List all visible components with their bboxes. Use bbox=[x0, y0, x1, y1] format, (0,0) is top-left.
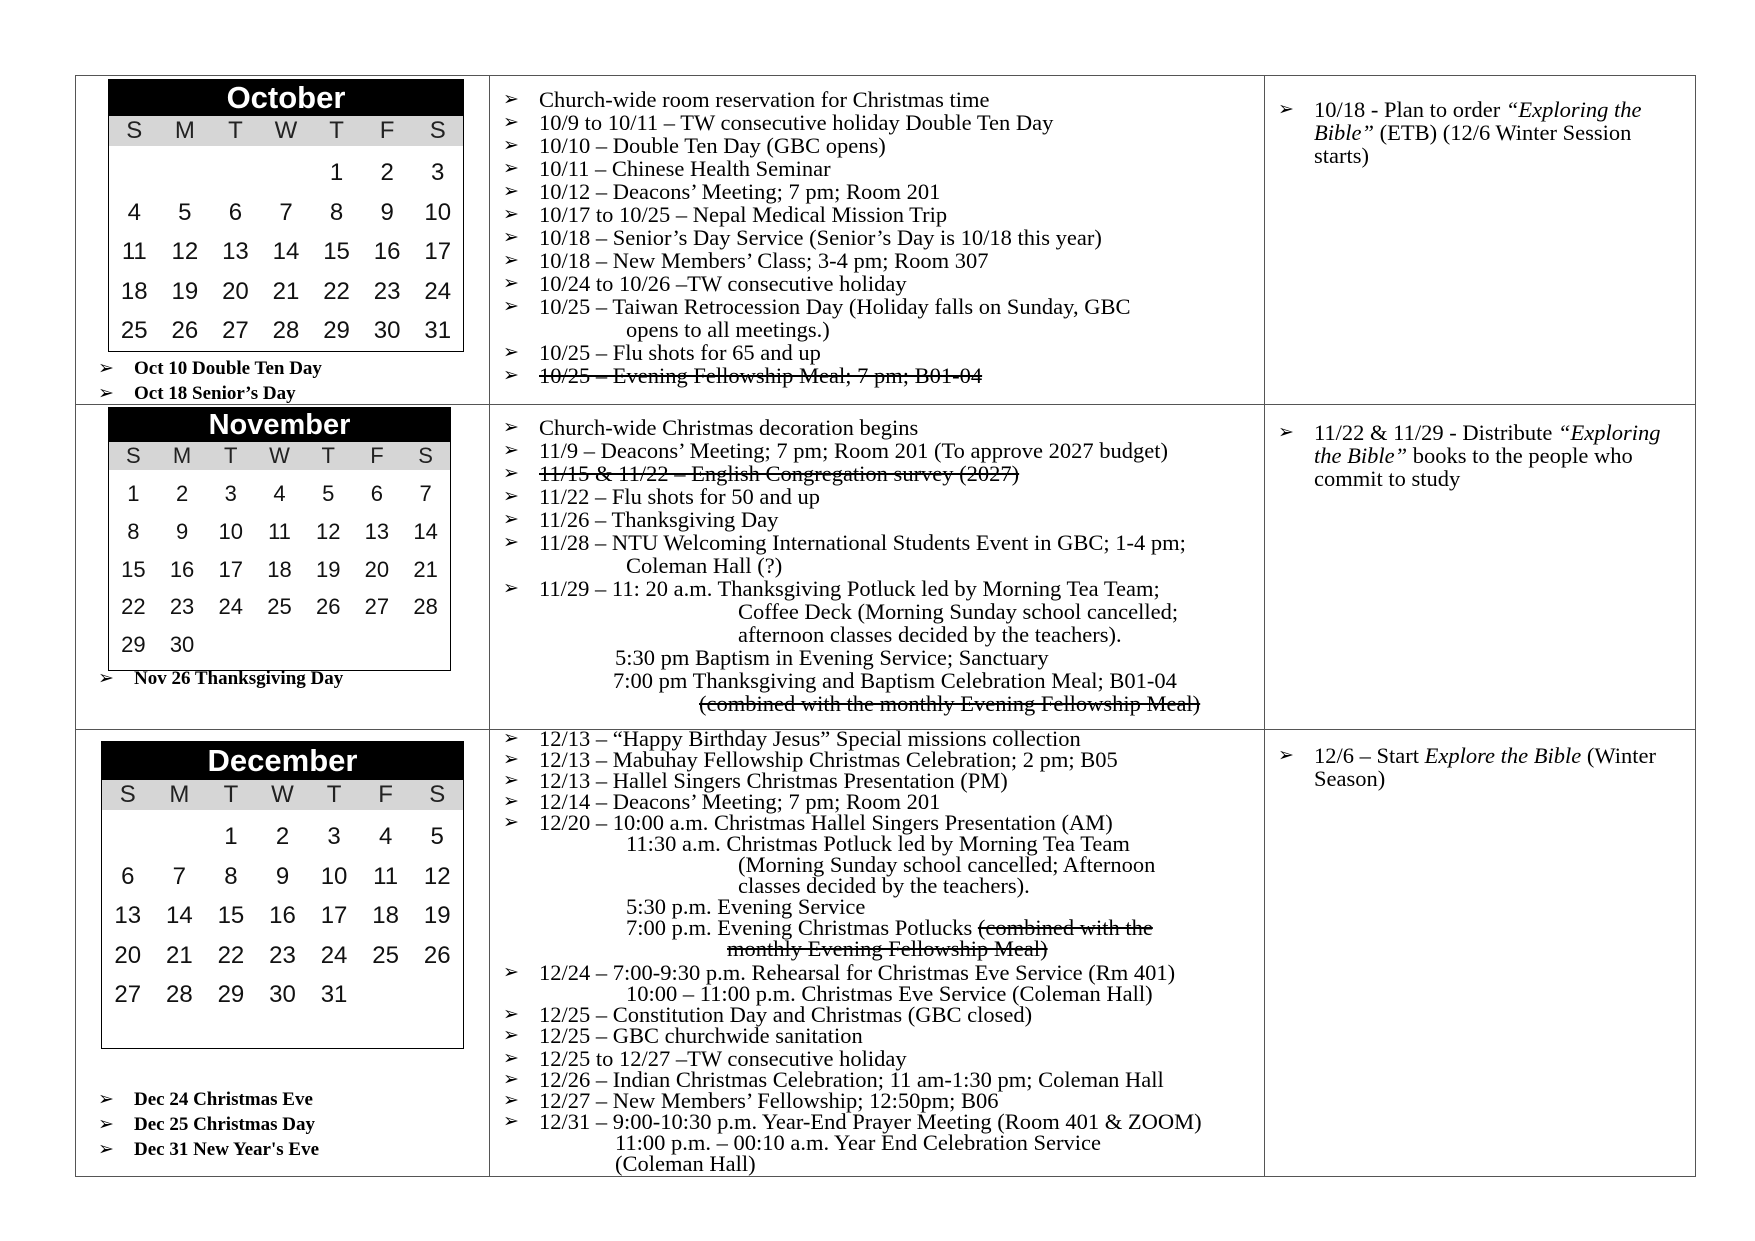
arrow-bullet-icon: ➢ bbox=[503, 1047, 519, 1069]
arrow-bullet-icon: ➢ bbox=[503, 203, 519, 225]
weekday-label: T bbox=[224, 443, 238, 468]
holiday-item: ➢ Dec 24 Christmas Eve bbox=[98, 1088, 313, 1110]
calendar-day: 28 bbox=[272, 317, 300, 344]
holiday-item: ➢ Oct 18 Senior’s Day bbox=[98, 382, 296, 404]
arrow-bullet-icon: ➢ bbox=[503, 134, 519, 156]
event-continuation: 5:30 p.m. Evening Service bbox=[626, 894, 866, 919]
arrow-bullet-icon: ➢ bbox=[503, 727, 519, 749]
arrow-bullet-icon: ➢ bbox=[1278, 98, 1294, 120]
calendar-day: 24 bbox=[320, 941, 348, 969]
arrow-bullet-icon: ➢ bbox=[503, 88, 519, 110]
calendar-day: 15 bbox=[121, 556, 146, 582]
event-item: ➢ 10/17 to 10/25 – Nepal Medical Mission Trip bbox=[503, 202, 948, 227]
november-calendar bbox=[108, 407, 451, 671]
calendar-day: 1 bbox=[127, 481, 140, 506]
event-item: ➢ 12/26 – Indian Christmas Celebration; 11 am-1:30 pm; Coleman Hall bbox=[503, 1067, 1164, 1092]
event-continuation-cancelled: (combined with the monthly Evening Fellowship Meal) bbox=[699, 691, 1201, 716]
event-continuation: (Morning Sunday school cancelled; Afternoon bbox=[738, 852, 1156, 877]
arrow-bullet-icon: ➢ bbox=[503, 1003, 519, 1025]
event-item: ➢ 12/31 – 9:00-10:30 p.m. Year-End Prayer Meeting (Room 401 & ZOOM) bbox=[503, 1109, 1202, 1134]
calendar-day: 7 bbox=[172, 862, 187, 890]
arrow-bullet-icon: ➢ bbox=[503, 769, 519, 791]
calendar-day: 5 bbox=[178, 198, 192, 226]
event-item: ➢ 12/13 – “Happy Birthday Jesus” Special missions collection bbox=[503, 726, 1081, 751]
column-divider bbox=[489, 76, 490, 1176]
holiday-item: ➢ Nov 26 Thanksgiving Day bbox=[98, 667, 344, 689]
calendar-day: 5 bbox=[430, 823, 444, 850]
calendar-weekday-header bbox=[109, 116, 463, 146]
event-continuation: Coleman Hall (?) bbox=[626, 553, 783, 578]
weekday-label: W bbox=[269, 443, 290, 468]
calendar-day-empty bbox=[154, 817, 206, 857]
weekday-label: S bbox=[126, 443, 141, 468]
weekday-label: F bbox=[379, 117, 395, 144]
event-item: ➢ 12/25 – Constitution Day and Christmas (GBC closed) bbox=[503, 1002, 1033, 1027]
calendar-day: 31 bbox=[320, 981, 348, 1008]
calendar-day: 27 bbox=[114, 981, 142, 1008]
event-item: ➢ 10/18 – Senior’s Day Service (Senior’s Day is 10/18 this year) bbox=[503, 225, 1102, 250]
calendar-day: 23 bbox=[169, 594, 195, 620]
event-item: ➢ 11/28 – NTU Welcoming International Students Event in GBC; 1-4 pm; bbox=[503, 530, 1186, 555]
calendar-day-empty bbox=[261, 153, 312, 193]
event-item: ➢ Church-wide room reservation for Christmas time bbox=[503, 87, 990, 112]
event-continuation: 7:00 p.m. Evening Christmas Potlucks (combined with the bbox=[626, 915, 1153, 940]
event-item: ➢ 12/25 – GBC churchwide sanitation bbox=[503, 1023, 863, 1048]
calendar-day-empty bbox=[102, 817, 154, 857]
weekday-label: M bbox=[169, 781, 190, 808]
calendar-day: 23 bbox=[269, 941, 296, 969]
calendar-day: 8 bbox=[127, 518, 140, 544]
december-calendar bbox=[101, 741, 464, 1049]
calendar-day: 19 bbox=[171, 277, 199, 305]
arrow-bullet-icon: ➢ bbox=[503, 111, 519, 133]
calendar-day-empty bbox=[160, 153, 211, 193]
calendar-day: 21 bbox=[413, 556, 438, 582]
arrow-bullet-icon: ➢ bbox=[503, 180, 519, 202]
november-notes bbox=[1278, 421, 1673, 490]
calendar-day: 29 bbox=[121, 632, 146, 658]
october-calendar bbox=[108, 79, 464, 352]
calendar-day: 1 bbox=[224, 823, 238, 850]
calendar-day: 24 bbox=[218, 594, 244, 620]
holiday-item: ➢ Dec 31 New Year's Eve bbox=[98, 1138, 320, 1160]
weekday-label: T bbox=[228, 117, 243, 144]
calendar-weekday-header bbox=[102, 780, 463, 810]
calendar-day: 6 bbox=[228, 198, 243, 226]
arrow-bullet-icon: ➢ bbox=[503, 485, 519, 507]
calendar-day: 25 bbox=[267, 594, 292, 620]
calendar-day: 8 bbox=[224, 862, 238, 890]
calendar-day: 20 bbox=[114, 941, 142, 969]
calendar-day: 12 bbox=[423, 862, 451, 890]
calendar-day: 8 bbox=[329, 198, 344, 226]
calendar-day: 18 bbox=[372, 902, 399, 929]
calendar-day: 5 bbox=[322, 481, 335, 506]
calendar-day: 9 bbox=[175, 518, 189, 544]
calendar-day: 20 bbox=[222, 277, 249, 305]
arrow-bullet-icon: ➢ bbox=[503, 1110, 519, 1132]
arrow-bullet-icon: ➢ bbox=[503, 439, 519, 461]
arrow-bullet-icon: ➢ bbox=[503, 341, 519, 363]
arrow-bullet-icon: ➢ bbox=[503, 272, 519, 294]
weekday-label: T bbox=[223, 781, 239, 808]
weekday-label: T bbox=[329, 117, 344, 144]
calendar-day: 26 bbox=[171, 317, 199, 344]
calendar-month-title: November bbox=[109, 408, 450, 442]
calendar-day: 25 bbox=[120, 317, 148, 344]
december-notes bbox=[1278, 744, 1673, 790]
calendar-day: 16 bbox=[373, 238, 401, 265]
event-item-cancelled: ➢ 10/25 – Evening Fellowship Meal; 7 pm; B01-04 bbox=[503, 363, 983, 388]
calendar-day: 12 bbox=[171, 238, 199, 265]
calendar-day: 27 bbox=[364, 594, 390, 620]
arrow-bullet-icon: ➢ bbox=[503, 249, 519, 271]
arrow-bullet-icon: ➢ bbox=[98, 357, 114, 379]
event-item: ➢ 10/25 – Flu shots for 65 and up bbox=[503, 340, 821, 365]
weekday-label: S bbox=[126, 117, 143, 144]
arrow-bullet-icon: ➢ bbox=[503, 961, 519, 983]
calendar-day: 17 bbox=[320, 902, 348, 929]
note-item: ➢ 10/18 - Plan to order “Exploring the Bible” (ETB) (12/6 Winter Session starts) bbox=[1278, 97, 1642, 168]
calendar-day: 4 bbox=[378, 823, 393, 850]
calendar-day: 29 bbox=[323, 317, 350, 344]
event-continuation: 5:30 pm Baptism in Evening Service; Sanctuary bbox=[615, 645, 1049, 670]
october-notes bbox=[1278, 98, 1673, 167]
calendar-day: 2 bbox=[175, 481, 189, 506]
event-continuation: 10:00 – 11:00 p.m. Christmas Eve Service (Coleman Hall) bbox=[626, 981, 1153, 1006]
arrow-bullet-icon: ➢ bbox=[503, 577, 519, 599]
event-item: ➢ 12/20 – 10:00 a.m. Christmas Hallel Singers Presentation (AM) bbox=[503, 810, 1113, 835]
note-item: ➢ 12/6 – Start Explore the Bible (Winter Season) bbox=[1278, 743, 1656, 791]
calendar-day: 27 bbox=[222, 317, 249, 344]
calendar-day: 21 bbox=[166, 941, 193, 969]
calendar-day: 25 bbox=[372, 941, 399, 969]
event-continuation: afternoon classes decided by the teachers). bbox=[738, 622, 1122, 647]
weekday-label: T bbox=[326, 781, 342, 808]
calendar-day: 31 bbox=[424, 317, 452, 344]
arrow-bullet-icon: ➢ bbox=[503, 462, 519, 484]
event-continuation: classes decided by the teachers). bbox=[738, 873, 1030, 898]
arrow-bullet-icon: ➢ bbox=[503, 416, 519, 438]
calendar-day: 22 bbox=[121, 594, 146, 620]
october-holidays bbox=[98, 356, 322, 406]
calendar-day: 10 bbox=[218, 518, 244, 544]
event-item: ➢ 11/9 – Deacons’ Meeting; 7 pm; Room 201 (To approve 2027 budget) bbox=[503, 438, 1168, 463]
holiday-item: ➢ Dec 25 Christmas Day bbox=[98, 1113, 316, 1135]
calendar-day: 12 bbox=[315, 518, 341, 544]
event-continuation: Coffee Deck (Morning Sunday school cancelled; bbox=[738, 599, 1179, 624]
calendar-day: 22 bbox=[217, 941, 245, 969]
calendar-day: 14 bbox=[166, 902, 193, 929]
calendar-day: 11 bbox=[373, 862, 399, 890]
arrow-bullet-icon: ➢ bbox=[98, 667, 114, 689]
schedule-table bbox=[75, 75, 1696, 1177]
calendar-day: 21 bbox=[272, 277, 300, 305]
calendar-day: 24 bbox=[424, 277, 452, 305]
weekday-label: W bbox=[271, 781, 294, 808]
event-item: ➢ Church-wide Christmas decoration begins bbox=[503, 415, 919, 440]
calendar-day: 18 bbox=[267, 556, 292, 582]
arrow-bullet-icon: ➢ bbox=[98, 382, 114, 404]
calendar-day: 20 bbox=[364, 556, 390, 582]
calendar-day: 26 bbox=[423, 941, 451, 969]
calendar-day: 16 bbox=[269, 902, 296, 929]
arrow-bullet-icon: ➢ bbox=[98, 1088, 114, 1110]
arrow-bullet-icon: ➢ bbox=[503, 748, 519, 770]
event-item: ➢ 11/22 – Flu shots for 50 and up bbox=[503, 484, 821, 509]
weekday-label: M bbox=[172, 443, 192, 468]
calendar-month-title: October bbox=[109, 80, 463, 116]
event-continuation: 7:00 pm Thanksgiving and Baptism Celebration Meal; B01-04 bbox=[613, 668, 1177, 693]
event-item: ➢ 12/14 – Deacons’ Meeting; 7 pm; Room 201 bbox=[503, 789, 941, 814]
arrow-bullet-icon: ➢ bbox=[503, 364, 519, 386]
calendar-day: 23 bbox=[373, 277, 401, 305]
arrow-bullet-icon: ➢ bbox=[503, 1068, 519, 1090]
arrow-bullet-icon: ➢ bbox=[503, 226, 519, 248]
event-item: ➢ 10/12 – Deacons’ Meeting; 7 pm; Room 201 bbox=[503, 179, 941, 204]
event-item: ➢ 11/26 – Thanksgiving Day bbox=[503, 507, 779, 532]
event-item-cancelled: ➢ 11/15 & 11/22 – English Congregation survey (2027) bbox=[503, 461, 1020, 486]
calendar-day: 16 bbox=[169, 556, 195, 582]
calendar-day: 13 bbox=[114, 902, 142, 929]
calendar-day: 18 bbox=[120, 277, 148, 305]
arrow-bullet-icon: ➢ bbox=[98, 1138, 114, 1160]
event-item: ➢ 11/29 – 11: 20 a.m. Thanksgiving Potluck led by Morning Tea Team; bbox=[503, 576, 1160, 601]
calendar-day: 3 bbox=[431, 159, 445, 186]
arrow-bullet-icon: ➢ bbox=[503, 1024, 519, 1046]
calendar-day: 7 bbox=[419, 481, 432, 506]
calendar-day: 29 bbox=[217, 981, 245, 1008]
weekday-label: F bbox=[378, 781, 393, 808]
calendar-day: 19 bbox=[423, 902, 451, 929]
event-continuation: (Coleman Hall) bbox=[615, 1151, 756, 1176]
calendar-days bbox=[109, 146, 463, 351]
event-continuation-cancelled: monthly Evening Fellowship Meal) bbox=[727, 936, 1048, 961]
arrow-bullet-icon: ➢ bbox=[503, 790, 519, 812]
calendar-day: 13 bbox=[364, 518, 390, 544]
arrow-bullet-icon: ➢ bbox=[503, 1089, 519, 1111]
november-events bbox=[503, 416, 1200, 715]
calendar-day: 26 bbox=[315, 594, 341, 620]
calendar-days bbox=[109, 470, 450, 664]
november-holidays bbox=[98, 666, 343, 691]
event-continuation: 11:30 a.m. Christmas Potluck led by Morning Tea Team bbox=[626, 831, 1130, 856]
calendar-day: 17 bbox=[424, 238, 452, 265]
weekday-label: S bbox=[119, 781, 136, 808]
arrow-bullet-icon: ➢ bbox=[503, 295, 519, 317]
calendar-day: 1 bbox=[329, 159, 344, 186]
event-item: ➢ 10/25 – Taiwan Retrocession Day (Holiday falls on Sunday, GBC bbox=[503, 294, 1131, 319]
event-item: ➢ 12/25 to 12/27 –TW consecutive holiday bbox=[503, 1046, 907, 1071]
calendar-day: 17 bbox=[218, 556, 244, 582]
holiday-item: ➢ Oct 10 Double Ten Day bbox=[98, 357, 322, 379]
calendar-day: 28 bbox=[413, 594, 438, 620]
note-item: ➢ 11/22 & 11/29 - Distribute “Exploring the Bible” books to the people who commit to study bbox=[1278, 420, 1661, 491]
calendar-day: 3 bbox=[224, 481, 237, 506]
calendar-day: 19 bbox=[315, 556, 341, 582]
calendar-day: 7 bbox=[279, 198, 293, 226]
calendar-day: 10 bbox=[424, 198, 452, 226]
event-item: ➢ 12/27 – New Members’ Fellowship; 12:50pm; B06 bbox=[503, 1088, 999, 1113]
event-item: ➢ 10/10 – Double Ten Day (GBC opens) bbox=[503, 133, 886, 158]
arrow-bullet-icon: ➢ bbox=[503, 157, 519, 179]
event-item: ➢ 10/9 to 10/11 – TW consecutive holiday Double Ten Day bbox=[503, 110, 1054, 135]
event-continuation: 11:00 p.m. – 00:10 a.m. Year End Celebration Service bbox=[615, 1130, 1101, 1155]
arrow-bullet-icon: ➢ bbox=[98, 1113, 114, 1135]
calendar-day: 30 bbox=[373, 317, 401, 344]
calendar-day-empty bbox=[210, 153, 261, 193]
calendar-day: 4 bbox=[273, 481, 286, 506]
arrow-bullet-icon: ➢ bbox=[1278, 744, 1294, 766]
calendar-day: 30 bbox=[169, 632, 195, 658]
event-item: ➢ 12/13 – Hallel Singers Christmas Presentation (PM) bbox=[503, 768, 1008, 793]
december-holidays bbox=[98, 1087, 319, 1162]
arrow-bullet-icon: ➢ bbox=[503, 508, 519, 530]
calendar-day: 15 bbox=[217, 902, 245, 929]
event-item: ➢ 12/13 – Mabuhay Fellowship Christmas Celebration; 2 pm; B05 bbox=[503, 747, 1118, 772]
event-item: ➢ 10/24 to 10/26 –TW consecutive holiday bbox=[503, 271, 907, 296]
calendar-day: 6 bbox=[370, 481, 384, 506]
arrow-bullet-icon: ➢ bbox=[503, 811, 519, 833]
calendar-day: 9 bbox=[275, 862, 290, 890]
calendar-day: 2 bbox=[380, 159, 394, 186]
calendar-weekday-header bbox=[109, 442, 450, 470]
event-item: ➢ 10/18 – New Members’ Class; 3-4 pm; Room 307 bbox=[503, 248, 989, 273]
weekday-label: F bbox=[370, 443, 384, 468]
calendar-day: 14 bbox=[413, 518, 438, 544]
calendar-day: 28 bbox=[166, 981, 193, 1008]
calendar-month-title: December bbox=[102, 742, 463, 780]
calendar-day: 11 bbox=[121, 238, 147, 265]
calendar-day-empty bbox=[109, 153, 160, 193]
event-continuation: opens to all meetings.) bbox=[626, 317, 830, 342]
calendar-day: 22 bbox=[323, 277, 350, 305]
calendar-day: 15 bbox=[323, 238, 350, 265]
column-divider bbox=[1264, 76, 1265, 1176]
calendar-day: 3 bbox=[327, 823, 341, 850]
calendar-day: 30 bbox=[269, 981, 296, 1008]
weekday-label: S bbox=[429, 781, 446, 808]
october-events bbox=[503, 88, 1130, 387]
arrow-bullet-icon: ➢ bbox=[503, 531, 519, 553]
event-item: ➢ 10/11 – Chinese Health Seminar bbox=[503, 156, 831, 181]
calendar-day: 4 bbox=[127, 198, 141, 226]
weekday-label: W bbox=[274, 117, 298, 144]
event-item: ➢ 12/24 – 7:00-9:30 p.m. Rehearsal for Christmas Eve Service (Rm 401) bbox=[503, 960, 1176, 985]
weekday-label: S bbox=[418, 443, 433, 468]
december-events bbox=[503, 728, 1202, 1174]
calendar-day: 10 bbox=[320, 862, 348, 890]
weekday-label: S bbox=[429, 117, 446, 144]
calendar-day: 13 bbox=[222, 238, 249, 265]
calendar-days bbox=[102, 810, 463, 1015]
calendar-day: 14 bbox=[272, 238, 300, 265]
arrow-bullet-icon: ➢ bbox=[1278, 421, 1294, 443]
weekday-label: T bbox=[321, 443, 335, 468]
calendar-day: 2 bbox=[275, 823, 290, 850]
weekday-label: M bbox=[174, 117, 195, 144]
calendar-day: 9 bbox=[380, 198, 394, 226]
calendar-day: 6 bbox=[121, 862, 135, 890]
calendar-day: 11 bbox=[268, 518, 291, 544]
